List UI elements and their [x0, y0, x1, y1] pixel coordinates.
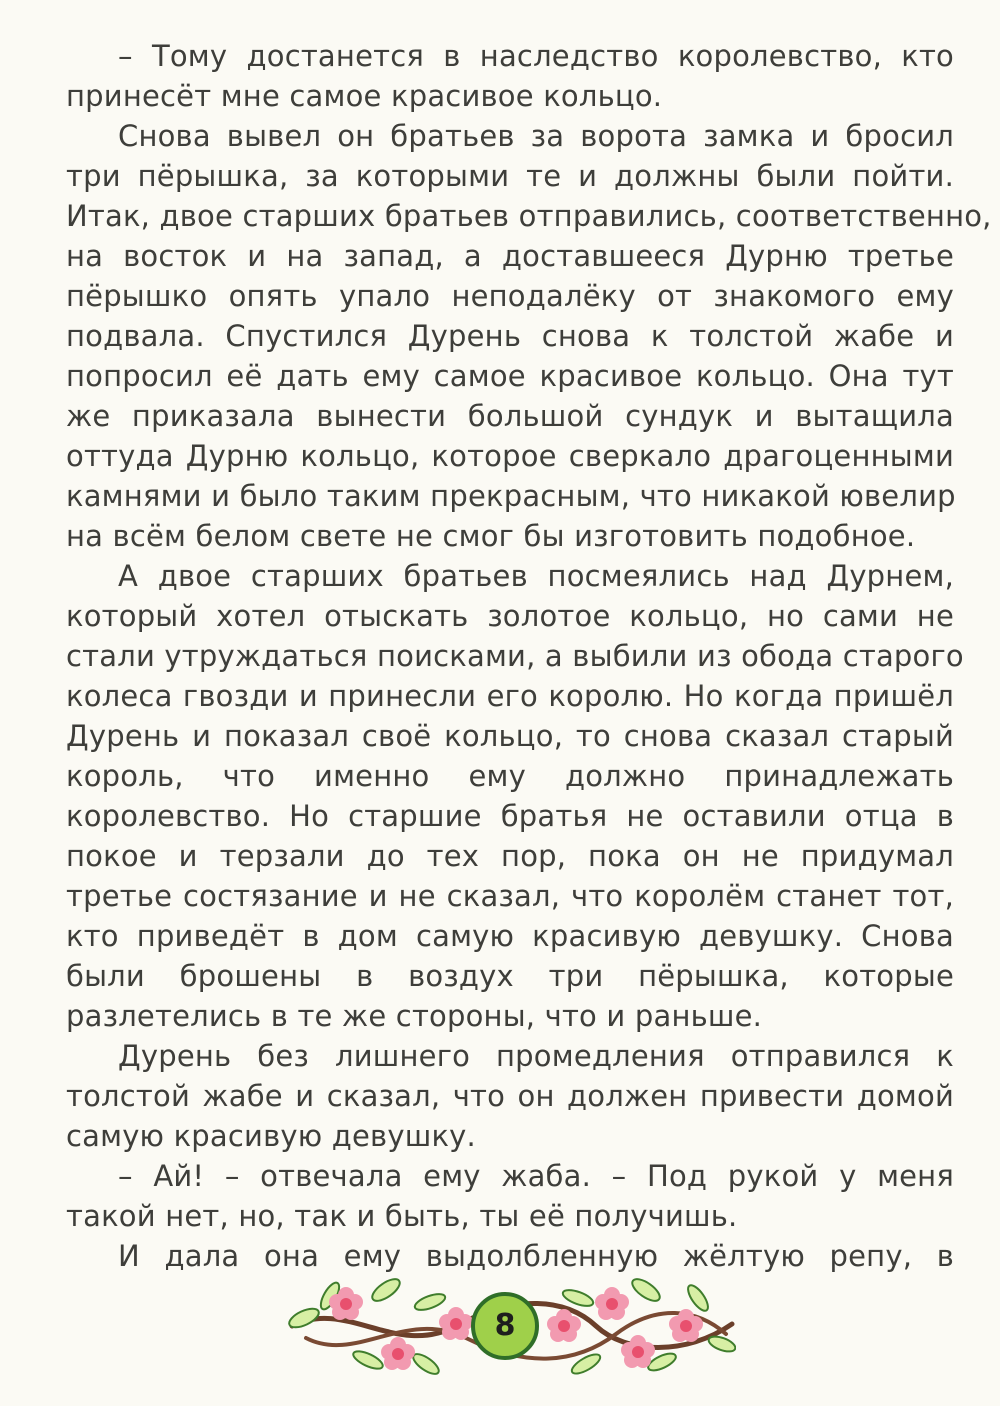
text-line: стали утруждаться поисками, а выбили из обода старого	[66, 639, 964, 673]
text-line: попросил её дать ему самое красивое кольцо. Она тут	[66, 359, 954, 393]
text-line: Дурень без лишнего промедления отправился к	[118, 1039, 954, 1073]
text-line: пёрышко опять упало неподалёку от знакомого ему	[66, 279, 954, 313]
pink-flower-icon	[621, 1335, 655, 1368]
text-line: – Ай! – отвечала ему жаба. – Под рукой у меня	[118, 1159, 954, 1193]
leaf-icon	[629, 1275, 663, 1305]
text-line: третье состязание и не сказал, что королём станет тот,	[66, 879, 954, 913]
leaf-icon	[707, 1334, 736, 1355]
text-line: принесёт мне самое красивое кольцо.	[66, 79, 663, 113]
text-line: Снова вывел он братьев за ворота замка и бросил	[118, 119, 954, 153]
text-line: кто приведёт в дом самую красивую девушку. Снова	[66, 919, 954, 953]
text-line: на всём белом свете не смог бы изготовить подобное.	[66, 519, 916, 553]
leaf-icon	[287, 1305, 322, 1331]
text-line: же приказала вынести большой сундук и вытащила	[66, 399, 954, 433]
text-line: колеса гвозди и принесли его королю. Но когда пришёл	[66, 679, 954, 713]
text-line: разлетелись в те же стороны, что и раньше.	[66, 999, 763, 1033]
leaf-icon	[369, 1275, 403, 1305]
leaf-icon	[410, 1350, 441, 1377]
text-line: Итак, двое старших братьев отправились, соответственно,	[66, 199, 992, 233]
text-line: И дала она ему выдолбленную жёлтую репу, в	[118, 1239, 954, 1273]
pink-flower-icon	[595, 1287, 629, 1320]
text-line: оттуда Дурню кольцо, которое сверкало драгоценными	[66, 439, 954, 473]
floral-vine-ornament	[286, 1268, 736, 1380]
text-line: Дурень и показал своё кольцо, то снова сказал старый	[66, 719, 954, 753]
text-line: были брошены в воздух три пёрышка, которые	[66, 959, 954, 993]
pink-flower-icon	[439, 1307, 473, 1340]
text-line: толстой жабе и сказал, что он должен привести домой	[66, 1079, 954, 1113]
story-text	[66, 36, 992, 1276]
text-line: А двое старших братьев посмеялись над Дурнем,	[118, 559, 954, 593]
text-line: королевство. Но старшие братья не оставили отца в	[66, 799, 954, 833]
text-line: подвала. Спустился Дурень снова к толстой жабе и	[66, 319, 954, 353]
text-line: король, что именно ему должно принадлежать	[66, 759, 954, 793]
text-line: камнями и было таким прекрасным, что никакой ювелир	[66, 479, 956, 513]
leaf-icon	[413, 1291, 447, 1313]
page-number: 8	[494, 1308, 516, 1343]
text-line: покое и терзали до тех пор, пока он не придумал	[66, 839, 954, 873]
text-line: самую красивую девушку.	[66, 1119, 476, 1153]
text-line: который хотел отыскать золотое кольцо, но сами не	[66, 599, 954, 633]
leaf-icon	[351, 1348, 385, 1372]
text-line: на восток и на запад, а доставшееся Дурню третье	[66, 239, 954, 273]
text-line: такой нет, но, так и быть, ты её получишь.	[66, 1199, 738, 1233]
text-line: три пёрышка, за которыми те и должны были пойти.	[66, 159, 954, 193]
text-line: – Тому достанется в наследство королевство, кто	[118, 39, 954, 73]
pink-flower-icon	[381, 1337, 415, 1370]
leaf-icon	[684, 1282, 711, 1313]
